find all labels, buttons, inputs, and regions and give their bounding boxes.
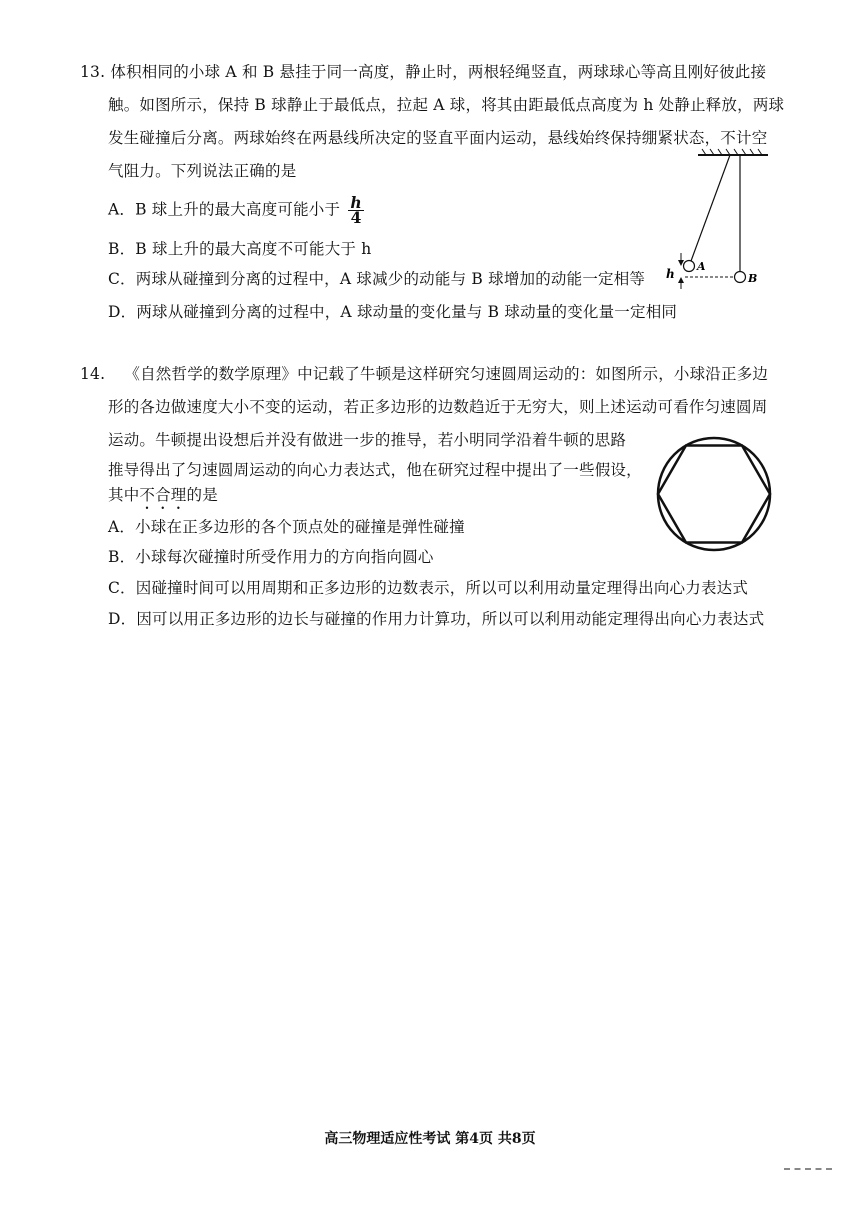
q13-option-d: D．两球从碰撞到分离的过程中，A 球动量的变化量与 B 球动量的变化量一定相同	[108, 303, 678, 321]
string-a	[691, 155, 730, 261]
q14-option-c: C．因碰撞时间可以用周期和正多边形的边数表示，所以可以利用动量定理得出向心力表达式	[108, 579, 749, 597]
label-h: h	[666, 267, 675, 281]
q13-number: 13.	[80, 63, 106, 81]
ball-a	[684, 261, 695, 272]
q13-option-c: C．两球从碰撞到分离的过程中，A 球减少的动能与 B 球增加的动能一定相等	[108, 270, 646, 288]
q14-polygon-figure	[652, 432, 776, 556]
q13-stem-line-4: 气阻力。下列说法正确的是	[108, 162, 297, 180]
ball-b	[735, 272, 746, 283]
q13-stem-line-1: 体积相同的小球 A 和 B 悬挂于同一高度，静止时，两根轻绳竖直，两球球心等高且刚好彼此接	[110, 63, 767, 81]
label-a: A	[697, 260, 706, 273]
q14-stem-line-1: 《自然哲学的数学原理》中记载了牛顿是这样研究匀速圆周运动的：如图所示，小球沿正多边	[124, 365, 769, 383]
corner-mark	[784, 1168, 832, 1170]
height-marker	[678, 253, 684, 289]
q14-number: 14.	[80, 365, 106, 383]
q14-line-1	[80, 363, 768, 385]
q13-option-a-fraction	[348, 193, 363, 227]
q13-option-a-text: A．B 球上升的最大高度可能小于	[108, 200, 341, 219]
q14-option-a: A．小球在正多边形的各个顶点处的碰撞是弹性碰撞	[108, 518, 465, 536]
q13-stem-line-2: 触。如图所示，保持 B 球静止于最低点，拉起 A 球，将其由距最低点高度为 h 处静止释放，两球	[108, 96, 785, 114]
q13-pendulum-figure	[660, 145, 770, 295]
q14-option-d: D．因可以用正多边形的边长与碰撞的作用力计算功，所以可以利用动能定理得出向心力表达式	[108, 610, 765, 628]
circle-path	[658, 438, 770, 550]
page-footer: 高三物理适应性考试 第4页 共8页	[324, 1131, 536, 1147]
q14-stem-line-3: 运动。牛顿提出设想后并没有做进一步的推导，若小明同学沿着牛顿的思路	[108, 431, 627, 449]
q13-option-a	[108, 193, 364, 227]
hexagon-path	[658, 446, 770, 543]
q14-stem-line-2: 形的各边做速度大小不变的运动，若正多边形的边数趋近于无穷大，则上述运动可看作匀速圆周	[108, 398, 768, 416]
q13-stem-line-3: 发生碰撞后分离。两球始终在两悬线所决定的竖直平面内运动，悬线始终保持绷紧状态，不计空	[108, 129, 768, 147]
fraction-numerator: h	[350, 193, 362, 212]
q14-stem-line-4: 推导得出了匀速圆周运动的向心力表达式，他在研究过程中提出了一些假设，	[108, 461, 642, 479]
q14-last-prefix: 其中	[108, 486, 140, 504]
q14-last-suffix: 的是	[186, 486, 218, 504]
q13-line-1	[80, 61, 766, 83]
q14-emphasis-text: 不合理	[139, 486, 187, 504]
q13-option-b: B．B 球上升的最大高度不可能大于 h	[108, 240, 372, 258]
fraction-denominator: 4	[350, 208, 362, 227]
label-b: B	[748, 272, 758, 285]
ceiling-support	[698, 149, 768, 155]
q14-option-b: B．小球每次碰撞时所受作用力的方向指向圆心	[108, 548, 434, 566]
q14-stem-line-5	[108, 484, 218, 513]
